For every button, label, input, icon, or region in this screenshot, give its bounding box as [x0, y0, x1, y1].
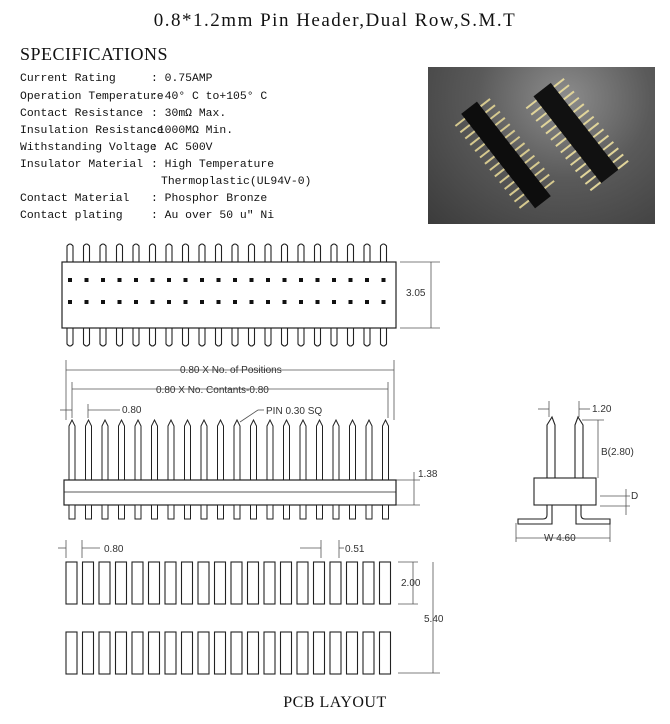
- bottom-pin: [216, 328, 222, 346]
- solder-foot: [366, 505, 372, 519]
- pin-hole: [250, 278, 254, 282]
- solder-foot: [333, 505, 339, 519]
- photo-pin: [561, 145, 571, 153]
- pad-length-label: 2.00: [401, 578, 421, 589]
- side-pin: [350, 420, 356, 480]
- photo-pin: [569, 98, 579, 106]
- bottom-pin: [166, 328, 172, 346]
- pcb-pad: [116, 562, 127, 604]
- pcb-pad: [231, 562, 242, 604]
- spec-value: : High Temperature: [151, 159, 275, 171]
- top-pin: [331, 244, 337, 262]
- spec-label: Withstanding Voltage: [20, 142, 157, 154]
- pin-hole: [151, 278, 155, 282]
- solder-foot: [152, 505, 158, 519]
- side-pin: [135, 420, 141, 480]
- spec-value: :-40° C to+105° C: [151, 91, 268, 103]
- solder-foot: [102, 505, 108, 519]
- pin-hole: [200, 278, 204, 282]
- bottom-pin: [282, 328, 288, 346]
- pcb-pad: [99, 562, 110, 604]
- photo-pin: [515, 143, 524, 150]
- pin-hole: [118, 300, 122, 304]
- spec-value: : Phosphor Bronze: [151, 193, 268, 205]
- spec-value: :1000MΩ Min.: [151, 125, 234, 137]
- pin-hole: [167, 300, 171, 304]
- pcb-pad: [248, 562, 259, 604]
- pcb-pad: [165, 632, 176, 674]
- side-pin: [102, 420, 108, 480]
- side-pin: [218, 420, 224, 480]
- top-pin: [232, 244, 238, 262]
- pcb-pad: [330, 632, 341, 674]
- photo-pin: [608, 148, 618, 156]
- pcb-pad: [363, 562, 374, 604]
- pin-hole: [349, 300, 353, 304]
- spec-label: Contact Material: [20, 193, 130, 205]
- pcb-pad: [297, 632, 308, 674]
- pcb-pad: [215, 632, 226, 674]
- solder-foot: [251, 505, 257, 519]
- pin-hole: [365, 278, 369, 282]
- solder-foot: [300, 505, 306, 519]
- pcb-pad: [281, 562, 292, 604]
- photo-pin: [593, 129, 603, 137]
- specifications-heading: SPECIFICATIONS: [20, 44, 169, 64]
- bottom-pin: [315, 328, 321, 346]
- pin-hole: [101, 278, 105, 282]
- side-pin: [333, 420, 339, 480]
- pin-hole: [217, 278, 221, 282]
- pcb-pad: [149, 632, 160, 674]
- photo-pin: [574, 104, 584, 112]
- photo-pin: [490, 163, 499, 170]
- pin-hole: [68, 278, 72, 282]
- pcb-pad: [215, 562, 226, 604]
- solder-foot: [86, 505, 92, 519]
- photo-pin: [585, 176, 595, 184]
- bottom-pin: [84, 328, 90, 346]
- photo-connector-right: [523, 75, 629, 191]
- spec-label: Insulation Resistance: [20, 125, 164, 137]
- solder-foot: [201, 505, 207, 519]
- photo-pin: [564, 91, 574, 99]
- side-pin: [152, 420, 158, 480]
- photo-pin: [551, 132, 561, 140]
- pin-hole: [68, 300, 72, 304]
- pcb-pad: [132, 562, 143, 604]
- side-pin: [201, 420, 207, 480]
- spec-value: : 30mΩ Max.: [151, 108, 227, 120]
- photo-pin: [583, 117, 593, 125]
- product-photo: [428, 67, 655, 224]
- photo-pin: [460, 125, 469, 132]
- pin-hole: [167, 278, 171, 282]
- photo-pin: [475, 144, 484, 151]
- side-pin: [168, 420, 174, 480]
- bottom-pin: [117, 328, 123, 346]
- photo-pin: [526, 100, 536, 108]
- side-view-body: [64, 480, 396, 505]
- photo-pin: [590, 182, 600, 190]
- photo-pin: [598, 136, 608, 144]
- end-view-drawing: [500, 395, 670, 550]
- photo-pin: [556, 138, 566, 146]
- top-height-label: 3.05: [406, 288, 426, 299]
- pin-hole: [299, 278, 303, 282]
- pin-hole: [266, 278, 270, 282]
- photo-pin: [536, 113, 546, 121]
- spec-value: : AC 500V: [151, 142, 213, 154]
- top-pin: [183, 244, 189, 262]
- photo-pin: [500, 124, 509, 131]
- pcb-pad: [314, 562, 325, 604]
- spec-label: Operation Temperature: [20, 91, 164, 103]
- top-pin: [381, 244, 387, 262]
- pin-hole: [217, 300, 221, 304]
- spec-label: Insulator Material: [20, 159, 144, 171]
- pin-hole: [184, 300, 188, 304]
- pcb-gap-label: 0.51: [345, 544, 365, 555]
- photo-pin: [495, 118, 504, 125]
- pin-header-photo-illustration: [428, 67, 655, 224]
- solder-foot: [218, 505, 224, 519]
- bottom-pin: [133, 328, 139, 346]
- pcb-pad: [165, 562, 176, 604]
- photo-pin: [613, 154, 623, 162]
- pcb-pad: [83, 562, 94, 604]
- photo-pin: [455, 119, 464, 126]
- photo-pin: [510, 137, 519, 144]
- pcb-pad: [314, 632, 325, 674]
- spec-label: Contact Resistance: [20, 108, 144, 120]
- side-pin: [185, 420, 191, 480]
- pin-hole: [316, 300, 320, 304]
- photo-pin: [465, 131, 474, 138]
- solder-foot: [69, 505, 75, 519]
- photo-pin: [505, 182, 514, 189]
- photo-pin: [576, 163, 586, 171]
- pcb-layout-drawing: [0, 540, 670, 690]
- top-pin: [364, 244, 370, 262]
- solder-foot: [168, 505, 174, 519]
- photo-pin: [579, 110, 589, 118]
- pcb-layout-title: PCB LAYOUT: [283, 694, 387, 711]
- photo-pin: [485, 156, 494, 163]
- positions-dimension-label: 0.80 X No. of Positions: [180, 365, 282, 376]
- bottom-pin: [298, 328, 304, 346]
- photo-connector-left: [452, 94, 561, 216]
- pin-hole: [101, 300, 105, 304]
- photo-pin: [500, 175, 509, 182]
- pin-hole: [85, 278, 89, 282]
- top-pin: [265, 244, 271, 262]
- side-height-label: 1.38: [418, 469, 438, 480]
- solder-foot: [119, 505, 125, 519]
- top-pin: [150, 244, 156, 262]
- pcb-pad: [264, 632, 275, 674]
- pcb-pad: [66, 632, 77, 674]
- page-title: 0.8*1.2mm Pin Header,Dual Row,S.M.T: [153, 10, 517, 31]
- photo-pin: [546, 126, 556, 134]
- top-pin: [315, 244, 321, 262]
- end-w-label: W 4.60: [544, 533, 576, 544]
- photo-pin: [559, 85, 569, 93]
- pin-hole: [332, 278, 336, 282]
- pin-hole: [233, 278, 237, 282]
- solder-foot: [317, 505, 323, 519]
- pin-hole: [382, 300, 386, 304]
- side-pin: [383, 420, 389, 480]
- pcb-pad: [132, 632, 143, 674]
- top-pin: [282, 244, 288, 262]
- photo-pin: [515, 194, 524, 201]
- spec-label: Current Rating: [20, 73, 116, 85]
- photo-pin: [510, 188, 519, 195]
- pin-hole: [283, 300, 287, 304]
- pcb-pad: [198, 632, 209, 674]
- pcb-pad: [281, 632, 292, 674]
- end-b-label: B(2.80): [601, 447, 634, 458]
- solder-foot: [267, 505, 273, 519]
- pin-hole: [316, 278, 320, 282]
- top-pin: [298, 244, 304, 262]
- side-pin: [284, 420, 290, 480]
- pin-size-label: PIN 0.30 SQ: [266, 406, 323, 417]
- photo-pin: [481, 99, 490, 106]
- side-pin: [69, 420, 75, 480]
- pcb-total-label: 5.40: [424, 614, 444, 625]
- side-pin: [267, 420, 273, 480]
- photo-pin: [541, 119, 551, 127]
- solder-foot: [383, 505, 389, 519]
- side-pin: [86, 420, 92, 480]
- pin-hole: [349, 278, 353, 282]
- photo-pin: [470, 138, 479, 145]
- photo-pin: [531, 107, 541, 115]
- photo-pin: [486, 105, 495, 112]
- pcb-pad: [149, 562, 160, 604]
- photo-pin: [505, 130, 514, 137]
- pin-hole: [365, 300, 369, 304]
- pin-hole: [299, 300, 303, 304]
- top-pin: [166, 244, 172, 262]
- pcb-pad: [198, 562, 209, 604]
- end-view-shape: [518, 417, 610, 524]
- photo-pin: [535, 168, 544, 175]
- pcb-pad: [182, 562, 193, 604]
- top-pin: [348, 244, 354, 262]
- bottom-pin: [381, 328, 387, 346]
- photo-pin: [545, 181, 554, 188]
- pcb-pad: [83, 632, 94, 674]
- photo-pin: [566, 151, 576, 159]
- top-pin: [100, 244, 106, 262]
- pin-hole: [200, 300, 204, 304]
- side-pin: [234, 420, 240, 480]
- pcb-pad: [380, 632, 391, 674]
- pin-hole: [134, 300, 138, 304]
- solder-foot: [135, 505, 141, 519]
- pin-hole: [283, 278, 287, 282]
- pcb-pad: [380, 562, 391, 604]
- bottom-pin: [364, 328, 370, 346]
- spec-label: Contact plating: [20, 210, 123, 222]
- side-pin: [251, 420, 257, 480]
- side-pin: [317, 420, 323, 480]
- pcb-pad: [264, 562, 275, 604]
- pcb-pad: [363, 632, 374, 674]
- bottom-pin: [265, 328, 271, 346]
- top-view-body: [62, 262, 396, 328]
- top-pin: [199, 244, 205, 262]
- pin-hole: [250, 300, 254, 304]
- pcb-pad: [347, 632, 358, 674]
- photo-pin: [525, 156, 534, 163]
- bottom-pin: [199, 328, 205, 346]
- side-pin: [119, 420, 125, 480]
- photo-pin: [490, 112, 499, 119]
- photo-pin: [530, 162, 539, 169]
- photo-pin: [588, 123, 598, 131]
- photo-pin: [519, 201, 528, 208]
- pcb-pitch-label: 0.80: [104, 544, 124, 555]
- photo-pin: [495, 169, 504, 176]
- photo-pin: [520, 149, 529, 156]
- end-d-label: D: [631, 491, 639, 502]
- pin-hole: [151, 300, 155, 304]
- pin-hole: [118, 278, 122, 282]
- side-pin: [300, 420, 306, 480]
- top-pin: [117, 244, 123, 262]
- bottom-pin: [348, 328, 354, 346]
- pcb-pad: [231, 632, 242, 674]
- bottom-pin: [232, 328, 238, 346]
- spec-value: Thermoplastic(UL94V-0): [161, 176, 312, 188]
- photo-pin: [554, 79, 564, 87]
- pin-hole: [85, 300, 89, 304]
- pcb-pad: [182, 632, 193, 674]
- pcb-pad: [248, 632, 259, 674]
- top-view-drawing: [0, 238, 670, 358]
- solder-foot: [350, 505, 356, 519]
- contents-dimension-label: 0.80 X No. Contants-0.80: [156, 385, 269, 396]
- bottom-pin: [100, 328, 106, 346]
- solder-foot: [185, 505, 191, 519]
- solder-foot: [284, 505, 290, 519]
- pcb-pad: [66, 562, 77, 604]
- spec-value: : 0.75AMP: [151, 73, 213, 85]
- pin-hole: [266, 300, 270, 304]
- top-pin: [84, 244, 90, 262]
- pcb-pad: [99, 632, 110, 674]
- pcb-pad: [297, 562, 308, 604]
- spec-value: : Au over 50 u" Ni: [151, 210, 275, 222]
- photo-pin: [618, 161, 628, 169]
- pitch-label: 0.80: [122, 405, 142, 416]
- bottom-pin: [150, 328, 156, 346]
- solder-foot: [234, 505, 240, 519]
- pin-hole: [332, 300, 336, 304]
- photo-pin: [571, 157, 581, 165]
- pin-hole: [184, 278, 188, 282]
- photo-pin: [540, 175, 549, 182]
- bottom-pin: [67, 328, 73, 346]
- pcb-pad: [330, 562, 341, 604]
- pcb-pad: [347, 562, 358, 604]
- top-pin: [249, 244, 255, 262]
- photo-pin: [603, 142, 613, 150]
- top-pin: [67, 244, 73, 262]
- top-pin: [133, 244, 139, 262]
- photo-pin: [480, 150, 489, 157]
- pin-hole: [382, 278, 386, 282]
- end-width-label: 1.20: [592, 404, 612, 415]
- pcb-pad: [116, 632, 127, 674]
- pin-hole: [134, 278, 138, 282]
- photo-pin: [580, 170, 590, 178]
- bottom-pin: [249, 328, 255, 346]
- pin-hole: [233, 300, 237, 304]
- side-pin: [366, 420, 372, 480]
- bottom-pin: [183, 328, 189, 346]
- top-pin: [216, 244, 222, 262]
- bottom-pin: [331, 328, 337, 346]
